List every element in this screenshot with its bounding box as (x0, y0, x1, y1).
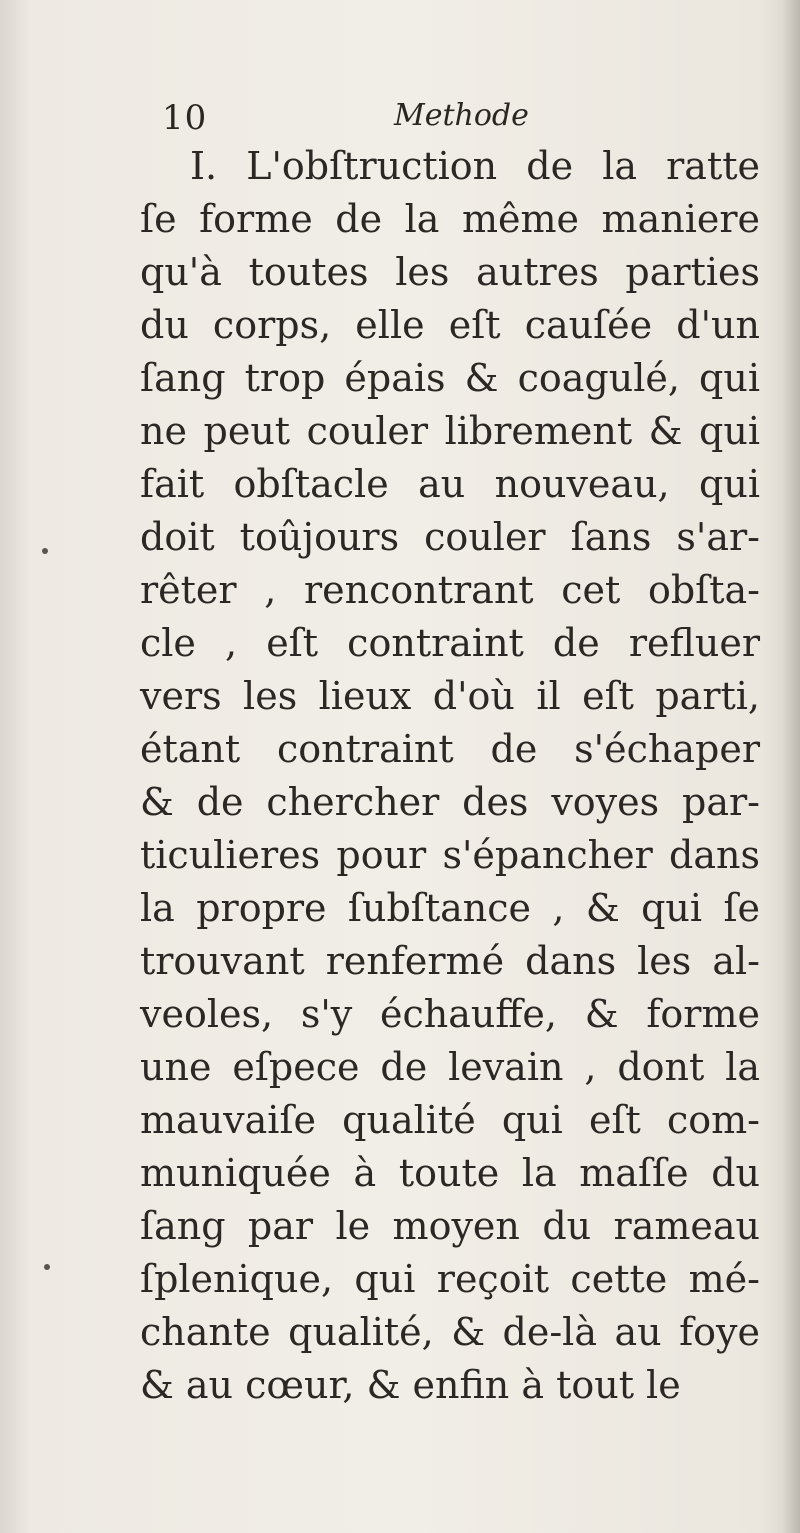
text-line: ne peut couler librement & qui (140, 409, 760, 453)
text-line: ſe forme de la même maniere (140, 197, 760, 241)
text-line: chante qualité, & de-là au foye (140, 1310, 760, 1354)
text-line: étant contraint de s'échaper (140, 727, 760, 771)
text-line: du corps, elle eſt cauſée d'un (140, 303, 760, 347)
text-line: mauvaiſe qualité qui eſt com- (140, 1098, 760, 1142)
text-line: & au cœur, & enfin à tout le (140, 1363, 681, 1407)
text-line: muniquée à toute la maſſe du (140, 1151, 760, 1195)
page-header (162, 98, 762, 138)
text-line: ſplenique, qui reçoit cette mé- (140, 1257, 760, 1301)
text-line: fait obſtacle au nouveau, qui (140, 462, 760, 506)
running-title: Methode (394, 98, 529, 133)
text-line: la propre ſubſtance , & qui ſe (140, 886, 760, 930)
text-line: trouvant renfermé dans les al- (140, 939, 760, 983)
page-edge-shadow (782, 0, 800, 1533)
text-line: ſang par le moyen du rameau (140, 1204, 760, 1248)
text-line: cle , eſt contraint de refluer (140, 621, 760, 665)
text-line: ticulieres pour s'épancher dans (140, 833, 760, 877)
text-line: I. L'obſtruction de la ratte (190, 144, 760, 188)
body-text (140, 140, 760, 1412)
text-line: ſang trop épais & coagulé, qui (140, 356, 760, 400)
page-number: 10 (162, 98, 208, 138)
text-line: veoles, s'y échauffe, & forme (140, 992, 760, 1036)
paper-speck (44, 1264, 50, 1270)
paper-speck (42, 548, 48, 554)
text-line: rêter , rencontrant cet obſta- (140, 568, 760, 612)
text-line: vers les lieux d'où il eſt parti, (140, 674, 760, 718)
text-line: doit toûjours couler ſans s'ar- (140, 515, 760, 559)
text-line: qu'à toutes les autres parties (140, 250, 760, 294)
text-line: une eſpece de levain , dont la (140, 1045, 760, 1089)
text-line: & de chercher des voyes par- (140, 780, 760, 824)
